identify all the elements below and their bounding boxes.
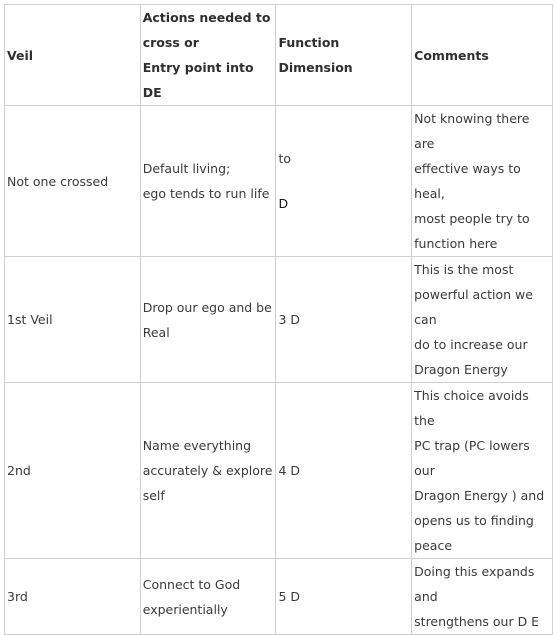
cell-line: Name everything — [142, 438, 252, 453]
header-row — [5, 5, 553, 106]
cell-line: Dragon Energy — [414, 362, 508, 377]
cell-line: This choice avoids the — [414, 388, 529, 428]
header-comments: Comments — [412, 5, 553, 106]
cell-veil: Not one crossed — [5, 106, 141, 257]
cell-actions — [140, 559, 276, 635]
cell-line: Real — [142, 324, 170, 340]
cell-comments — [412, 257, 553, 383]
cell-actions — [140, 383, 276, 559]
cell-line: accurately & explore — [142, 463, 273, 478]
cell-line: Dragon Energy ) and — [414, 488, 545, 503]
header-actions-line: cross or — [142, 35, 199, 50]
cell-line: ego tends to run life — [142, 186, 270, 201]
cell-line: PC trap (PC lowers our — [414, 438, 530, 478]
cell-line: Connect to God — [142, 576, 241, 592]
table-row — [5, 257, 553, 383]
cell-actions — [140, 257, 276, 383]
cell-line: Not knowing there are — [414, 111, 530, 151]
cell-veil: 1st Veil — [5, 257, 141, 383]
cell-line: opens us to finding — [414, 513, 534, 528]
cell-line: strengthens our D E — [414, 614, 540, 629]
header-function-dimension: Function Dimension — [276, 5, 412, 106]
cell-function-dimension — [276, 383, 412, 559]
table-row — [5, 383, 553, 559]
cell-function-dimension — [276, 106, 412, 257]
cell-line: peace — [414, 538, 453, 553]
cell-line: This is the most — [414, 262, 514, 277]
veils-table — [4, 4, 553, 635]
cell-line: Doing this expands and — [414, 564, 535, 604]
cell-line: do to increase our — [414, 337, 528, 352]
cell-veil: 2nd — [5, 383, 141, 559]
cell-comments — [412, 559, 553, 635]
cell-line: D — [278, 196, 289, 211]
cell-line: 5 D — [278, 589, 300, 604]
header-actions — [140, 5, 276, 106]
cell-line: Drop our ego and be — [142, 299, 272, 315]
cell-line: most people try to — [414, 211, 530, 226]
header-veil: Veil — [5, 5, 141, 106]
cell-veil: 3rd — [5, 559, 141, 635]
cell-line: to — [278, 151, 291, 166]
cell-line: self — [142, 488, 165, 503]
cell-line: powerful action we can — [414, 287, 533, 327]
cell-comments — [412, 106, 553, 257]
table-row — [5, 559, 553, 635]
table-row — [5, 106, 553, 257]
cell-line: 4 D — [278, 463, 300, 478]
cell-line: effective ways to heal, — [414, 161, 521, 201]
cell-line: function here — [414, 236, 498, 251]
cell-function-dimension — [276, 257, 412, 383]
cell-gap — [278, 171, 411, 191]
cell-line: Default living; — [142, 161, 231, 176]
cell-actions — [140, 106, 276, 257]
cell-line: 3 D — [278, 312, 300, 327]
header-actions-line: Actions needed to — [142, 10, 271, 25]
cell-function-dimension — [276, 559, 412, 635]
header-actions-line: Entry point into DE — [142, 60, 254, 100]
cell-line: experientially — [142, 601, 228, 617]
cell-comments — [412, 383, 553, 559]
